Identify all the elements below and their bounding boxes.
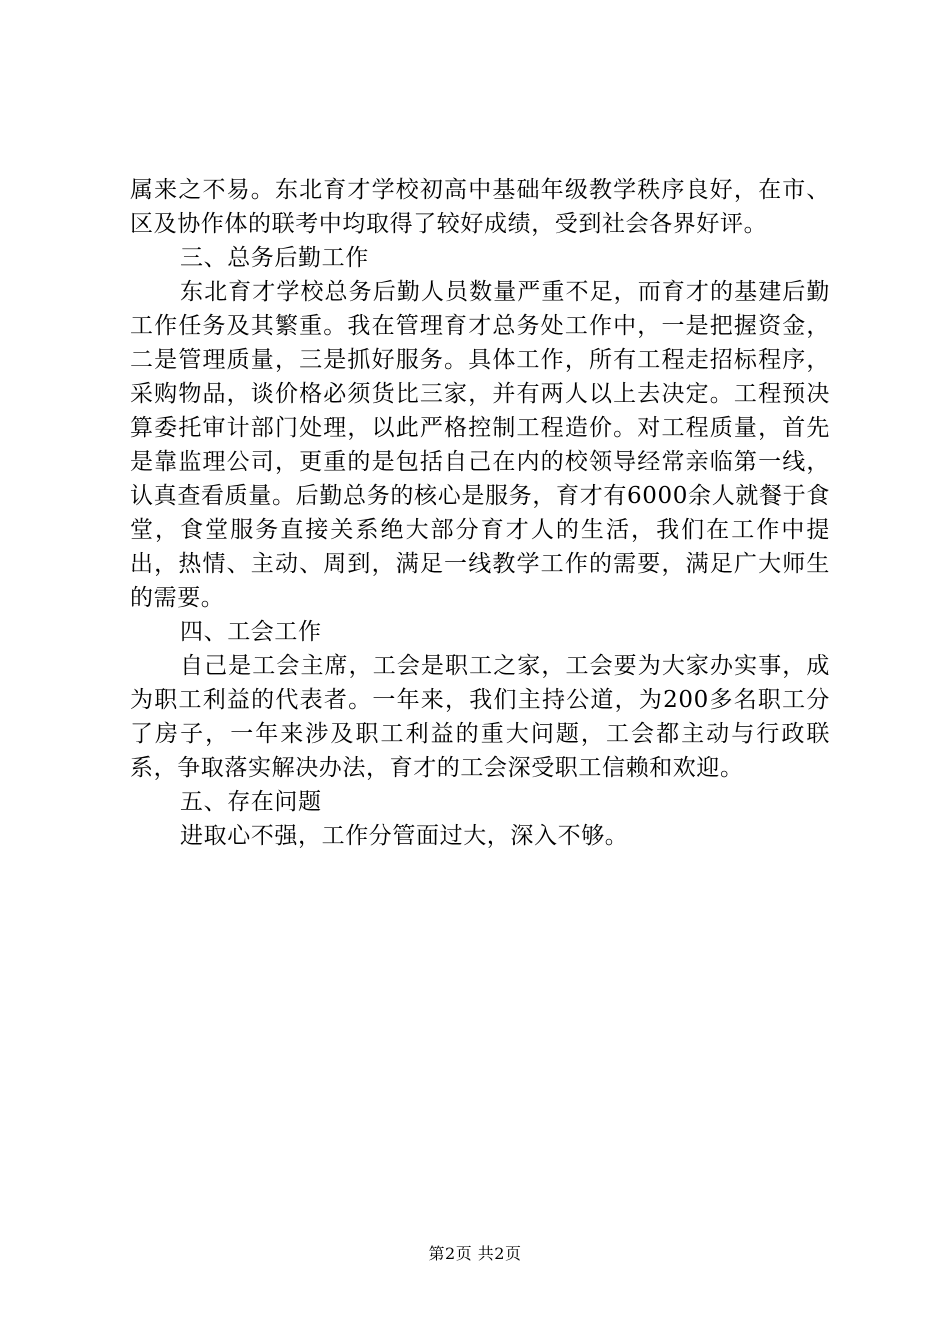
page-footer: 第2页 共2页 <box>428 1244 522 1263</box>
paragraph-union: 自己是工会主席，工会是职工之家，工会要为大家办实事，成为职工利益的代表者。一年来，我们主持公道，为200多名职工分了房子，一年来涉及职工利益的重大问题，工会都主动与行政联系，争取落实解决办法，育才的工会深受职工信赖和欢迎。 <box>130 653 830 781</box>
paragraph-logistics: 东北育才学校总务后勤人员数量严重不足，而育才的基建后勤工作任务及其繁重。我在管理育才总务处工作中，一是把握资金，二是管理质量，三是抓好服务。具体工作，所有工程走招标程序，采购物品，谈价格必须货比三家，并有两人以上去决定。工程预决算委托审计部门处理，以此严格控制工程造价。对工程质量，首先是靠监理公司，更重的是包括自己在内的校领导经常亲临第一线，认真查看质量。后勤总务的核心是服务，育才有6000余人就餐于食堂，食堂服务直接关系绝大部分育才人的生活，我们在工作中提出，热情、主动、周到，满足一线教学工作的需要，满足广大师生的需要。 <box>130 279 830 611</box>
section-heading-logistics: 三、总务后勤工作 <box>180 245 369 271</box>
section-heading-problems: 五、存在问题 <box>180 789 322 815</box>
paragraph-continued: 属来之不易。东北育才学校初高中基础年级教学秩序良好，在市、区及协作体的联考中均取得了较好成绩，受到社会各界好评。 <box>130 177 830 237</box>
section-heading-union: 四、工会工作 <box>180 619 322 645</box>
paragraph-problems: 进取心不强，工作分管面过大，深入不够。 <box>180 823 629 849</box>
document-body <box>130 173 830 853</box>
